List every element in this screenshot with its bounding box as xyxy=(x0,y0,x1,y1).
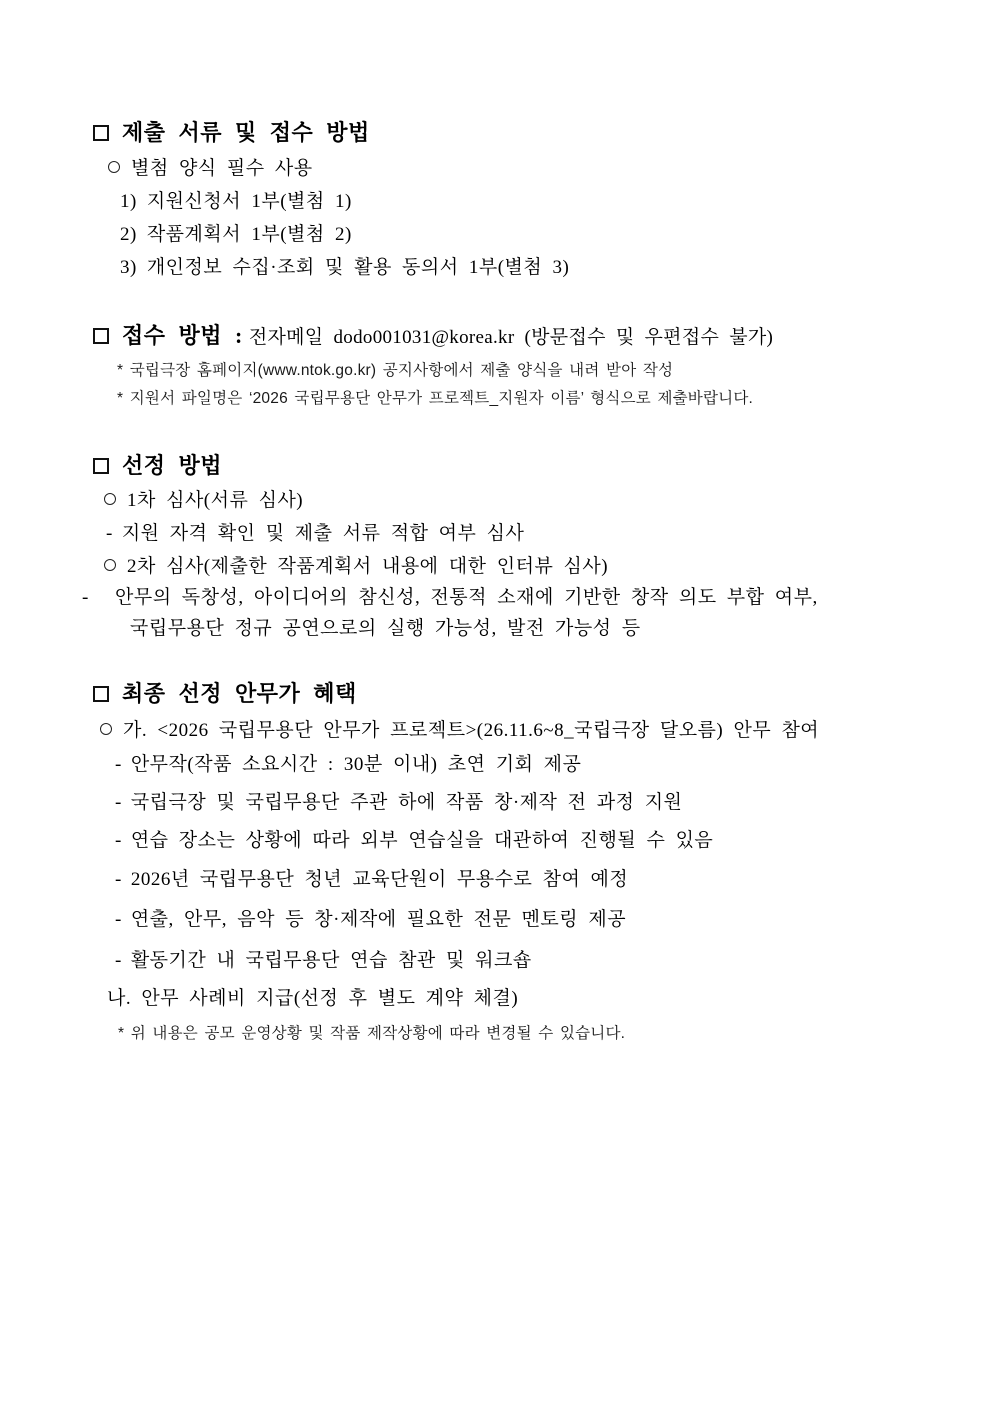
list-item-text: 활동기간 내 국립무용단 연습 참관 및 워크숍 xyxy=(130,950,532,971)
closing-item xyxy=(107,983,518,1010)
note-line xyxy=(117,358,673,380)
list-item-text: 지원 자격 확인 및 제출 서류 적합 여부 심사 xyxy=(121,523,525,544)
list-item xyxy=(115,825,713,852)
list-item xyxy=(104,485,303,512)
dash-bullet: - xyxy=(115,792,122,813)
list-item xyxy=(115,749,581,776)
list-item-text: 2차 심사(제출한 작품계획서 내용에 대한 인터뷰 심사) xyxy=(127,556,609,577)
list-item-text: 2026년 국립무용단 청년 교육단원이 무용수로 참여 예정 xyxy=(130,869,629,890)
list-item xyxy=(104,551,608,578)
circle-bullet-icon xyxy=(104,559,116,571)
closing-item-text: 나. 안무 사례비 지급(선정 후 별도 계약 체결) xyxy=(107,988,519,1009)
section-title: 선정 방법 xyxy=(122,453,223,478)
dash-bullet: - xyxy=(115,830,122,851)
list-item-text: 작품계획서 1부(별첨 2) xyxy=(146,224,352,245)
square-bullet-icon xyxy=(93,328,109,344)
numbered-bullet: 2) xyxy=(120,224,137,245)
list-item xyxy=(115,864,628,891)
list-item xyxy=(100,715,819,742)
note-line xyxy=(118,1021,625,1043)
square-bullet-icon xyxy=(93,125,109,141)
list-item xyxy=(106,518,524,545)
circle-bullet-icon xyxy=(108,161,120,173)
note-line xyxy=(117,386,753,408)
list-item xyxy=(120,219,352,246)
note-text: * 국립극장 홈페이지(www.ntok.go.kr) 공지사항에서 제출 양식을 내려 받아 작성 xyxy=(117,362,674,379)
list-item-text: 1차 심사(서류 심사) xyxy=(127,490,304,511)
dash-bullet: - xyxy=(115,909,122,930)
section-header-reception-method xyxy=(93,319,773,350)
list-item-text: 안무의 독창성, 아이디어의 참신성, 전통적 소재에 기반한 창작 의도 부합 여부, 국립무용단 정규 공연으로의 실행 가능성, 발전 가능성 등 xyxy=(115,587,818,639)
list-item-text: 개인정보 수집·조회 및 활용 동의서 1부(별첨 3) xyxy=(146,257,570,278)
list-item-text: 별첨 양식 필수 사용 xyxy=(131,158,313,179)
dash-bullet: - xyxy=(115,869,122,890)
dash-bullet: - xyxy=(106,523,113,544)
numbered-bullet: 3) xyxy=(120,257,137,278)
circle-bullet-icon xyxy=(104,493,116,505)
section-header-final-benefits xyxy=(93,677,357,708)
list-item xyxy=(115,945,532,972)
dash-bullet: - xyxy=(115,754,122,775)
list-item xyxy=(120,186,352,213)
square-bullet-icon xyxy=(93,686,109,702)
list-item xyxy=(115,787,682,814)
note-text: * 지원서 파일명은 ‘2026 국립무용단 안무가 프로젝트_지원자 이름’ 형식으로 제출바랍니다. xyxy=(117,390,753,407)
list-item xyxy=(108,153,313,180)
reception-method-detail: 전자메일 dodo001031@korea.kr (방문접수 및 우편접수 불가) xyxy=(248,327,774,348)
section-header-selection-method xyxy=(93,449,222,480)
list-item-text: 안무작(작품 소요시간 : 30분 이내) 초연 기회 제공 xyxy=(130,754,582,775)
circle-bullet-icon xyxy=(100,723,112,735)
list-item-text: 연습 장소는 상황에 따라 외부 연습실을 대관하여 진행될 수 있음 xyxy=(130,830,714,851)
list-item xyxy=(115,904,626,931)
list-item-text: 연출, 안무, 음악 등 창·제작에 필요한 전문 멘토링 제공 xyxy=(130,909,627,930)
numbered-bullet: 1) xyxy=(120,191,137,212)
list-item-text: 국립극장 및 국립무용단 주관 하에 작품 창·제작 전 과정 지원 xyxy=(130,792,683,813)
section-title: 접수 방법 : xyxy=(122,323,243,348)
list-item: - 안무의 독창성, 아이디어의 참신성, 전통적 소재에 기반한 창작 의도 부합 여부, 국립무용단 정규 공연으로의 실행 가능성, 발전 가능성 등 xyxy=(82,587,818,639)
list-item xyxy=(120,252,569,279)
section-header-submission-documents xyxy=(93,116,370,147)
section-title: 최종 선정 안무가 혜택 xyxy=(122,681,357,706)
dash-bullet: - xyxy=(115,950,122,971)
square-bullet-icon xyxy=(93,458,109,474)
section-title: 제출 서류 및 접수 방법 xyxy=(122,120,370,145)
note-text: * 위 내용은 공모 운영상황 및 작품 제작상황에 따라 변경될 수 있습니다. xyxy=(118,1025,626,1042)
list-item-text: 가. <2026 국립무용단 안무가 프로젝트>(26.11.6~8_국립극장 달오름) 안무 참여 xyxy=(123,720,820,741)
list-item-text: 지원신청서 1부(별첨 1) xyxy=(146,191,352,212)
